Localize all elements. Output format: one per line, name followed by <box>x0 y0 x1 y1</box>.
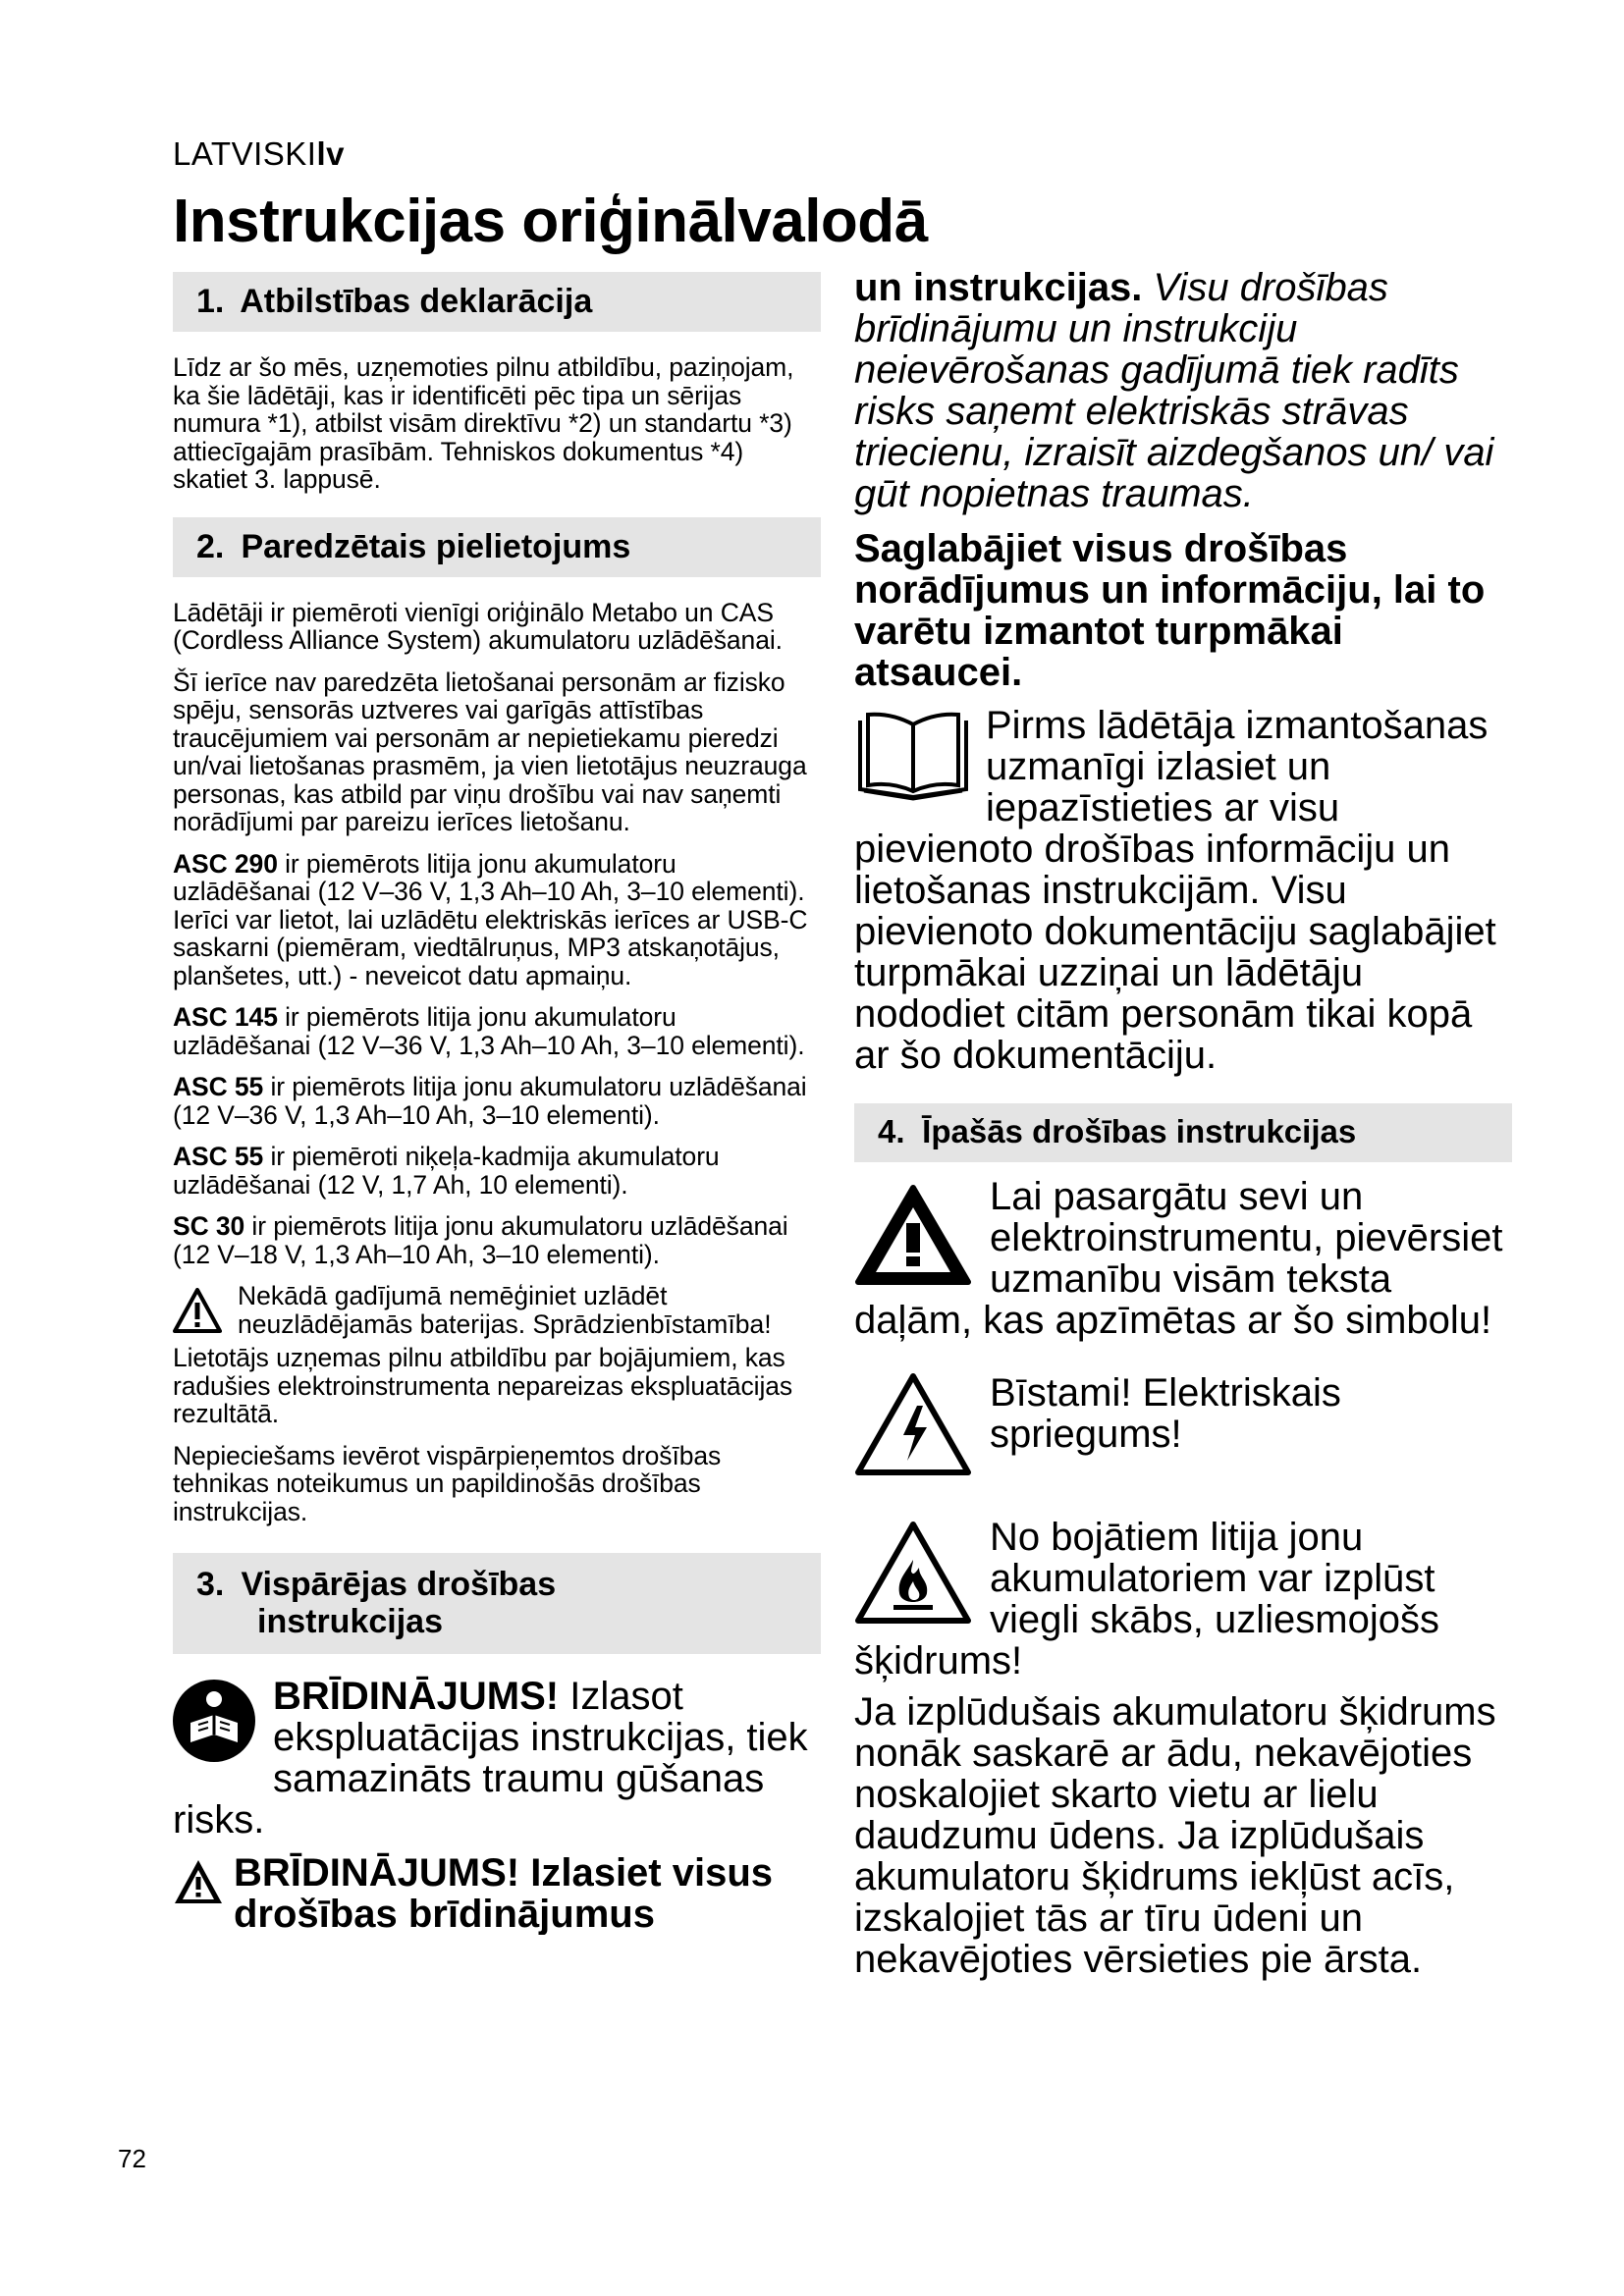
read-manual-warning <box>173 1676 821 1841</box>
language-name: LATVISKI <box>173 135 317 172</box>
electric-warning <box>854 1372 1512 1481</box>
book-notice <box>854 705 1512 1076</box>
section-2-heading: 2. Paredzētais pielietojums <box>173 517 821 577</box>
open-book-icon <box>854 711 972 806</box>
high-voltage-icon <box>854 1372 972 1481</box>
model-asc55-liion: ASC 55 ir piemērots litija jonu akumulatoru uzlādēšanai (12 V–36 V, 1,3 Ah–10 Ah, 3–10 elementi). <box>173 1072 807 1130</box>
book-notice-text: Pirms lādētāja izmantošanas uzmanīgi izlasiet un iepazīstieties ar visu pievienoto drošības informāciju un lietošanas instrukcijām. Visu pievienoto dokumentāciju saglabājiet turpmākai uzziņai un lādētāju nododiet citām personām tikai kopā ar šo dokumentāciju. <box>854 704 1496 1077</box>
read-manual-warning-label: BRĪDINĀJUMS! <box>273 1675 560 1719</box>
liability-text: Lietotājs uzņemas pilnu atbildību par bojājumiem, kas radušies elektroinstrumenta nepareizas ekspluatācijas rezultātā. <box>173 1343 793 1429</box>
fire-warning-text: No bojātiem litija jonu akumulatoriem var izplūst viegli skābs, uzliesmojošs šķidrums! <box>854 1515 1439 1682</box>
model-asc290: ASC 290 ir piemērots litija jonu akumulatoru uzlādēšanai (12 V–36 V, 1,3 Ah–10 Ah, 3–10 elementi). Ierīci var lietot, lai uzlādētu elektriskās ierīces ar USB-C saskarni (piemēram, viedtālruņus, MP3 atskaņotājus, planšetes, utt.) - neveicot datu apmaiņu. <box>173 848 808 990</box>
model-asc145: ASC 145 ir piemērots litija jonu akumulatoru uzlādēšanai (12 V–36 V, 1,3 Ah–10 Ah, 3–10 elementi). <box>173 1002 805 1060</box>
keep-instructions-text: Saglabājiet visus drošības norādījumus un informāciju, lai to varētu izmantot turpmākai atsaucei. <box>854 527 1486 694</box>
flammable-icon <box>854 1521 972 1629</box>
section-4-heading: 4. Īpašās drošības instrukcijas <box>854 1103 1512 1162</box>
general-warning <box>854 1176 1512 1341</box>
page-number: 72 <box>118 2144 146 2173</box>
fire-warning <box>854 1517 1512 1682</box>
restriction-text: Šī ierīce nav paredzēta lietošanai personām ar fizisko spēju, sensorās uztveres vai garīgās attīstības traucējumiem vai personām ar nepietiekamu pieredzi un/vai lietošanas prasmēm, ja vien lietotājus neuzrauga personas, kas atbild par viņu drošību vai nav saņemti norādījumi par pareizu ierīces lietošanu. <box>173 667 807 837</box>
battery-warning-text: Nekādā gadījumā nemēģiniet uzlādēt neuzlādējamās baterijas. Sprādzienbīstamība! <box>238 1281 772 1339</box>
section-1-heading: 1. Atbilstības deklarācija <box>173 272 821 332</box>
warning-triangle-icon <box>173 1288 222 1338</box>
language-code: lv <box>316 135 345 172</box>
page-title: Instrukcijas oriģinālvalodā <box>173 187 928 255</box>
right-column <box>854 267 1512 1980</box>
left-column <box>173 272 821 1935</box>
model-asc55-nicd: ASC 55 ir piemēroti niķeļa-kadmija akumulatoru uzlādēšanai (12 V, 1,7 Ah, 10 elementi). <box>173 1142 720 1200</box>
warning-triangle-icon <box>854 1184 972 1291</box>
warning-triangle-icon <box>173 1858 224 1910</box>
read-manual-warning-text: Izlasot ekspluatācijas instrukcijas, tiek samazināts traumu gūšanas risks. <box>173 1675 808 1842</box>
safety-warnings-continuation: un instrukcijas. <box>854 266 1143 309</box>
electric-warning-text: Bīstami! Elektriskais spriegums! <box>990 1370 1341 1456</box>
safety-warnings-heading: BRĪDINĀJUMS! Izlasiet visus drošības brīdinājumus <box>234 1852 774 1936</box>
safety-rules-text: Nepieciešams ievērot vispārpieņemtos drošības tehnikas noteikumus un papildinošās drošības instrukcijas. <box>173 1440 722 1526</box>
intended-use-text: Lādētāji ir piemēroti vienīgi oriģinālo Metabo un CAS (Cordless Alliance System) akumulatoru uzlādēšanai. <box>173 597 783 656</box>
safety-warnings-consequence: Visu drošības brīdinājumu un instrukciju neievērošanas gadījumā tiek radīts risks saņemt elektriskās strāvas triecienu, izraisīt aizdegšanos un/ vai gūt nopietnas traumas. <box>854 266 1494 515</box>
battery-warning <box>173 1282 821 1338</box>
general-warning-text: Lai pasargātu sevi un elektroinstrumentu, pievērsiet uzmanību visām teksta daļām, kas apzīmētas ar šo simbolu! <box>854 1174 1503 1342</box>
model-sc30: SC 30 ir piemērots litija jonu akumulatoru uzlādēšanai (12 V–18 V, 1,3 Ah–10 Ah, 3–10 elementi). <box>173 1211 788 1269</box>
safety-warnings-block <box>173 1852 821 1935</box>
section-3-heading: 3. Vispārējas drošības instrukcijas <box>173 1553 821 1654</box>
language-label <box>173 135 345 173</box>
read-manual-icon <box>173 1680 255 1767</box>
fluid-contact-text: Ja izplūdušais akumulatoru šķidrums nonāk saskarē ar ādu, nekavējoties noskalojiet skarto vietu ar lielu daudzumu ūdens. Ja izplūdušais akumulatoru šķidrums iekļūst acīs, izskalojiet tās ar tīru ūdeni un nekavējoties vērsieties pie ārsta. <box>854 1689 1496 1981</box>
declaration-text: Līdz ar šo mēs, uzņemoties pilnu atbildību, paziņojam, ka šie lādētāji, kas ir identificēti pēc tipa un sērijas numura *1), atbilst visām direktīvu *2) un standartu *3) attiecīgajām prasībām. Tehniskos dokumentus *4) skatiet 3. lappusē. <box>173 352 794 495</box>
